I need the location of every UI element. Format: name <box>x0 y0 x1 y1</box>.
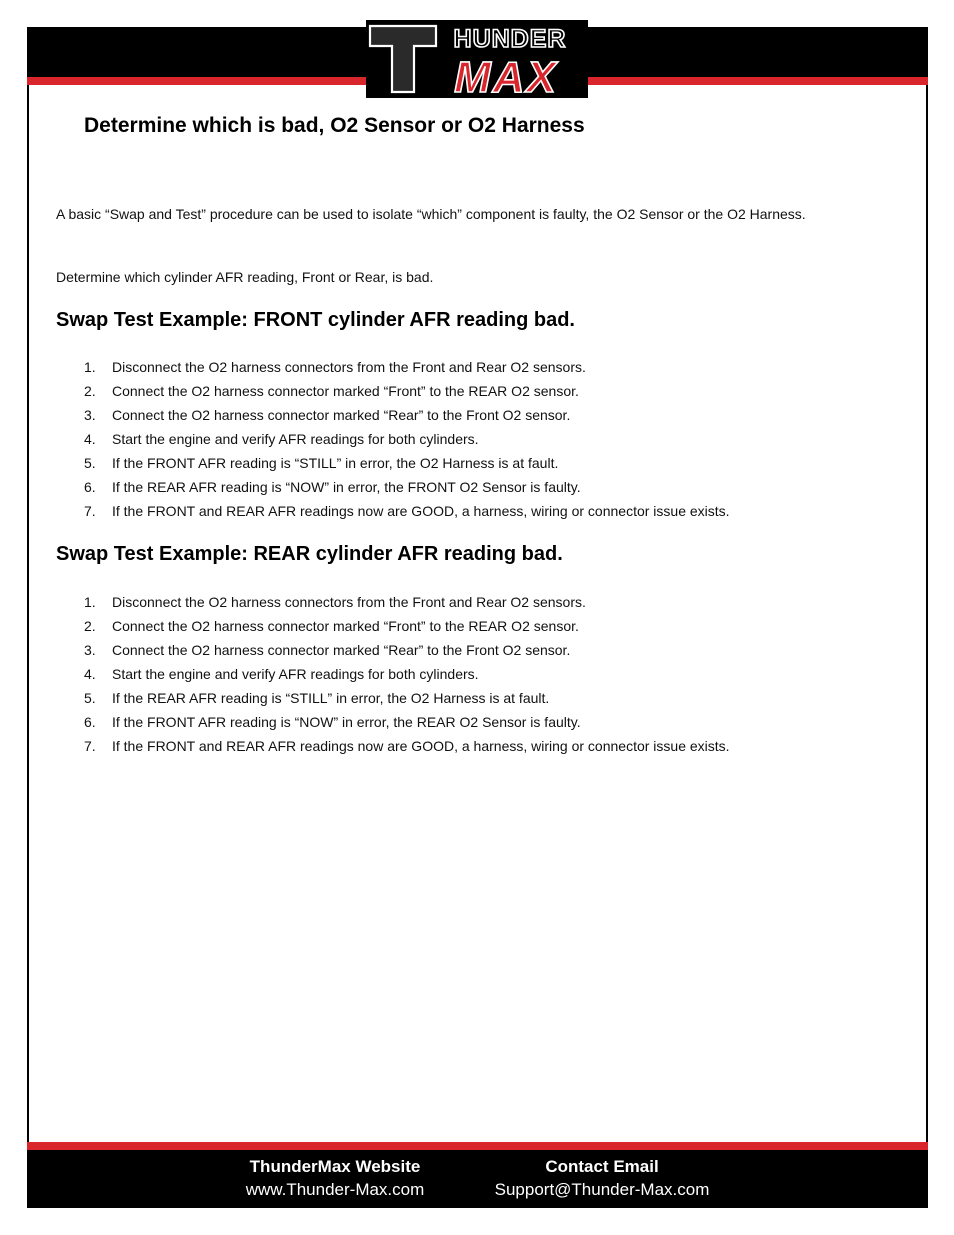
list-item <box>84 591 730 615</box>
step-number: 4. <box>84 666 96 682</box>
step-number: 6. <box>84 714 96 730</box>
list-item <box>84 687 730 711</box>
list-item <box>84 380 730 404</box>
list-item <box>84 735 730 759</box>
step-number: 5. <box>84 455 96 471</box>
step-text: Connect the O2 harness connector marked “Rear” to the Front O2 sensor. <box>112 642 571 658</box>
list-item <box>84 663 730 687</box>
step-text: Connect the O2 harness connector marked “Front” to the REAR O2 sensor. <box>112 383 579 399</box>
list-item <box>84 639 730 663</box>
list-item <box>84 500 730 524</box>
email-label: Contact Email <box>545 1157 659 1176</box>
list-item <box>84 476 730 500</box>
steps-list-rear <box>84 591 730 759</box>
step-number: 7. <box>84 738 96 754</box>
list-item <box>84 404 730 428</box>
step-number: 2. <box>84 383 96 399</box>
step-text: Disconnect the O2 harness connectors from the Front and Rear O2 sensors. <box>112 359 586 375</box>
website-label: ThunderMax Website <box>249 1157 421 1176</box>
step-number: 2. <box>84 618 96 634</box>
step-number: 3. <box>84 642 96 658</box>
footer-contact <box>470 1156 734 1202</box>
footer-accent-stripe <box>27 1142 928 1150</box>
section-heading-rear: Swap Test Example: REAR cylinder AFR reading bad. <box>56 543 563 565</box>
step-number: 7. <box>84 503 96 519</box>
step-text: If the FRONT AFR reading is “NOW” in error, the REAR O2 Sensor is faulty. <box>112 714 581 730</box>
list-item <box>84 711 730 735</box>
step-text: If the FRONT and REAR AFR readings now are GOOD, a harness, wiring or connector issue exists. <box>112 503 730 519</box>
intro-paragraph: A basic “Swap and Test” procedure can be used to isolate “which” component is faulty, the O2 Sensor or the O2 Harness. <box>56 206 806 222</box>
steps-list-front <box>84 356 730 524</box>
footer-website <box>220 1156 450 1202</box>
step-number: 5. <box>84 690 96 706</box>
step-text: Start the engine and verify AFR readings for both cylinders. <box>112 431 479 447</box>
step-number: 6. <box>84 479 96 495</box>
email-link[interactable]: Support@Thunder-Max.com <box>494 1180 710 1199</box>
step-number: 1. <box>84 359 96 375</box>
section-heading-front: Swap Test Example: FRONT cylinder AFR reading bad. <box>56 309 575 331</box>
website-link[interactable]: www.Thunder-Max.com <box>245 1180 425 1199</box>
logo-bottom-text: MAX <box>454 53 558 98</box>
step-text: If the REAR AFR reading is “NOW” in error, the FRONT O2 Sensor is faulty. <box>112 479 581 495</box>
step-number: 3. <box>84 407 96 423</box>
step-text: Disconnect the O2 harness connectors from the Front and Rear O2 sensors. <box>112 594 586 610</box>
thundermax-logo <box>366 20 588 98</box>
step-text: Connect the O2 harness connector marked “Front” to the REAR O2 sensor. <box>112 618 579 634</box>
list-item <box>84 356 730 380</box>
logo-top-text: HUNDER <box>453 25 567 53</box>
list-item <box>84 615 730 639</box>
step-text: If the FRONT and REAR AFR readings now are GOOD, a harness, wiring or connector issue exists. <box>112 738 730 754</box>
list-item <box>84 452 730 476</box>
step-text: Connect the O2 harness connector marked “Rear” to the Front O2 sensor. <box>112 407 571 423</box>
list-item <box>84 428 730 452</box>
intro-instruction: Determine which cylinder AFR reading, Front or Rear, is bad. <box>56 269 434 285</box>
step-number: 4. <box>84 431 96 447</box>
step-text: Start the engine and verify AFR readings for both cylinders. <box>112 666 479 682</box>
step-number: 1. <box>84 594 96 610</box>
step-text: If the FRONT AFR reading is “STILL” in error, the O2 Harness is at fault. <box>112 455 559 471</box>
step-text: If the REAR AFR reading is “STILL” in error, the O2 Harness is at fault. <box>112 690 550 706</box>
page-title: Determine which is bad, O2 Sensor or O2 Harness <box>84 114 585 137</box>
